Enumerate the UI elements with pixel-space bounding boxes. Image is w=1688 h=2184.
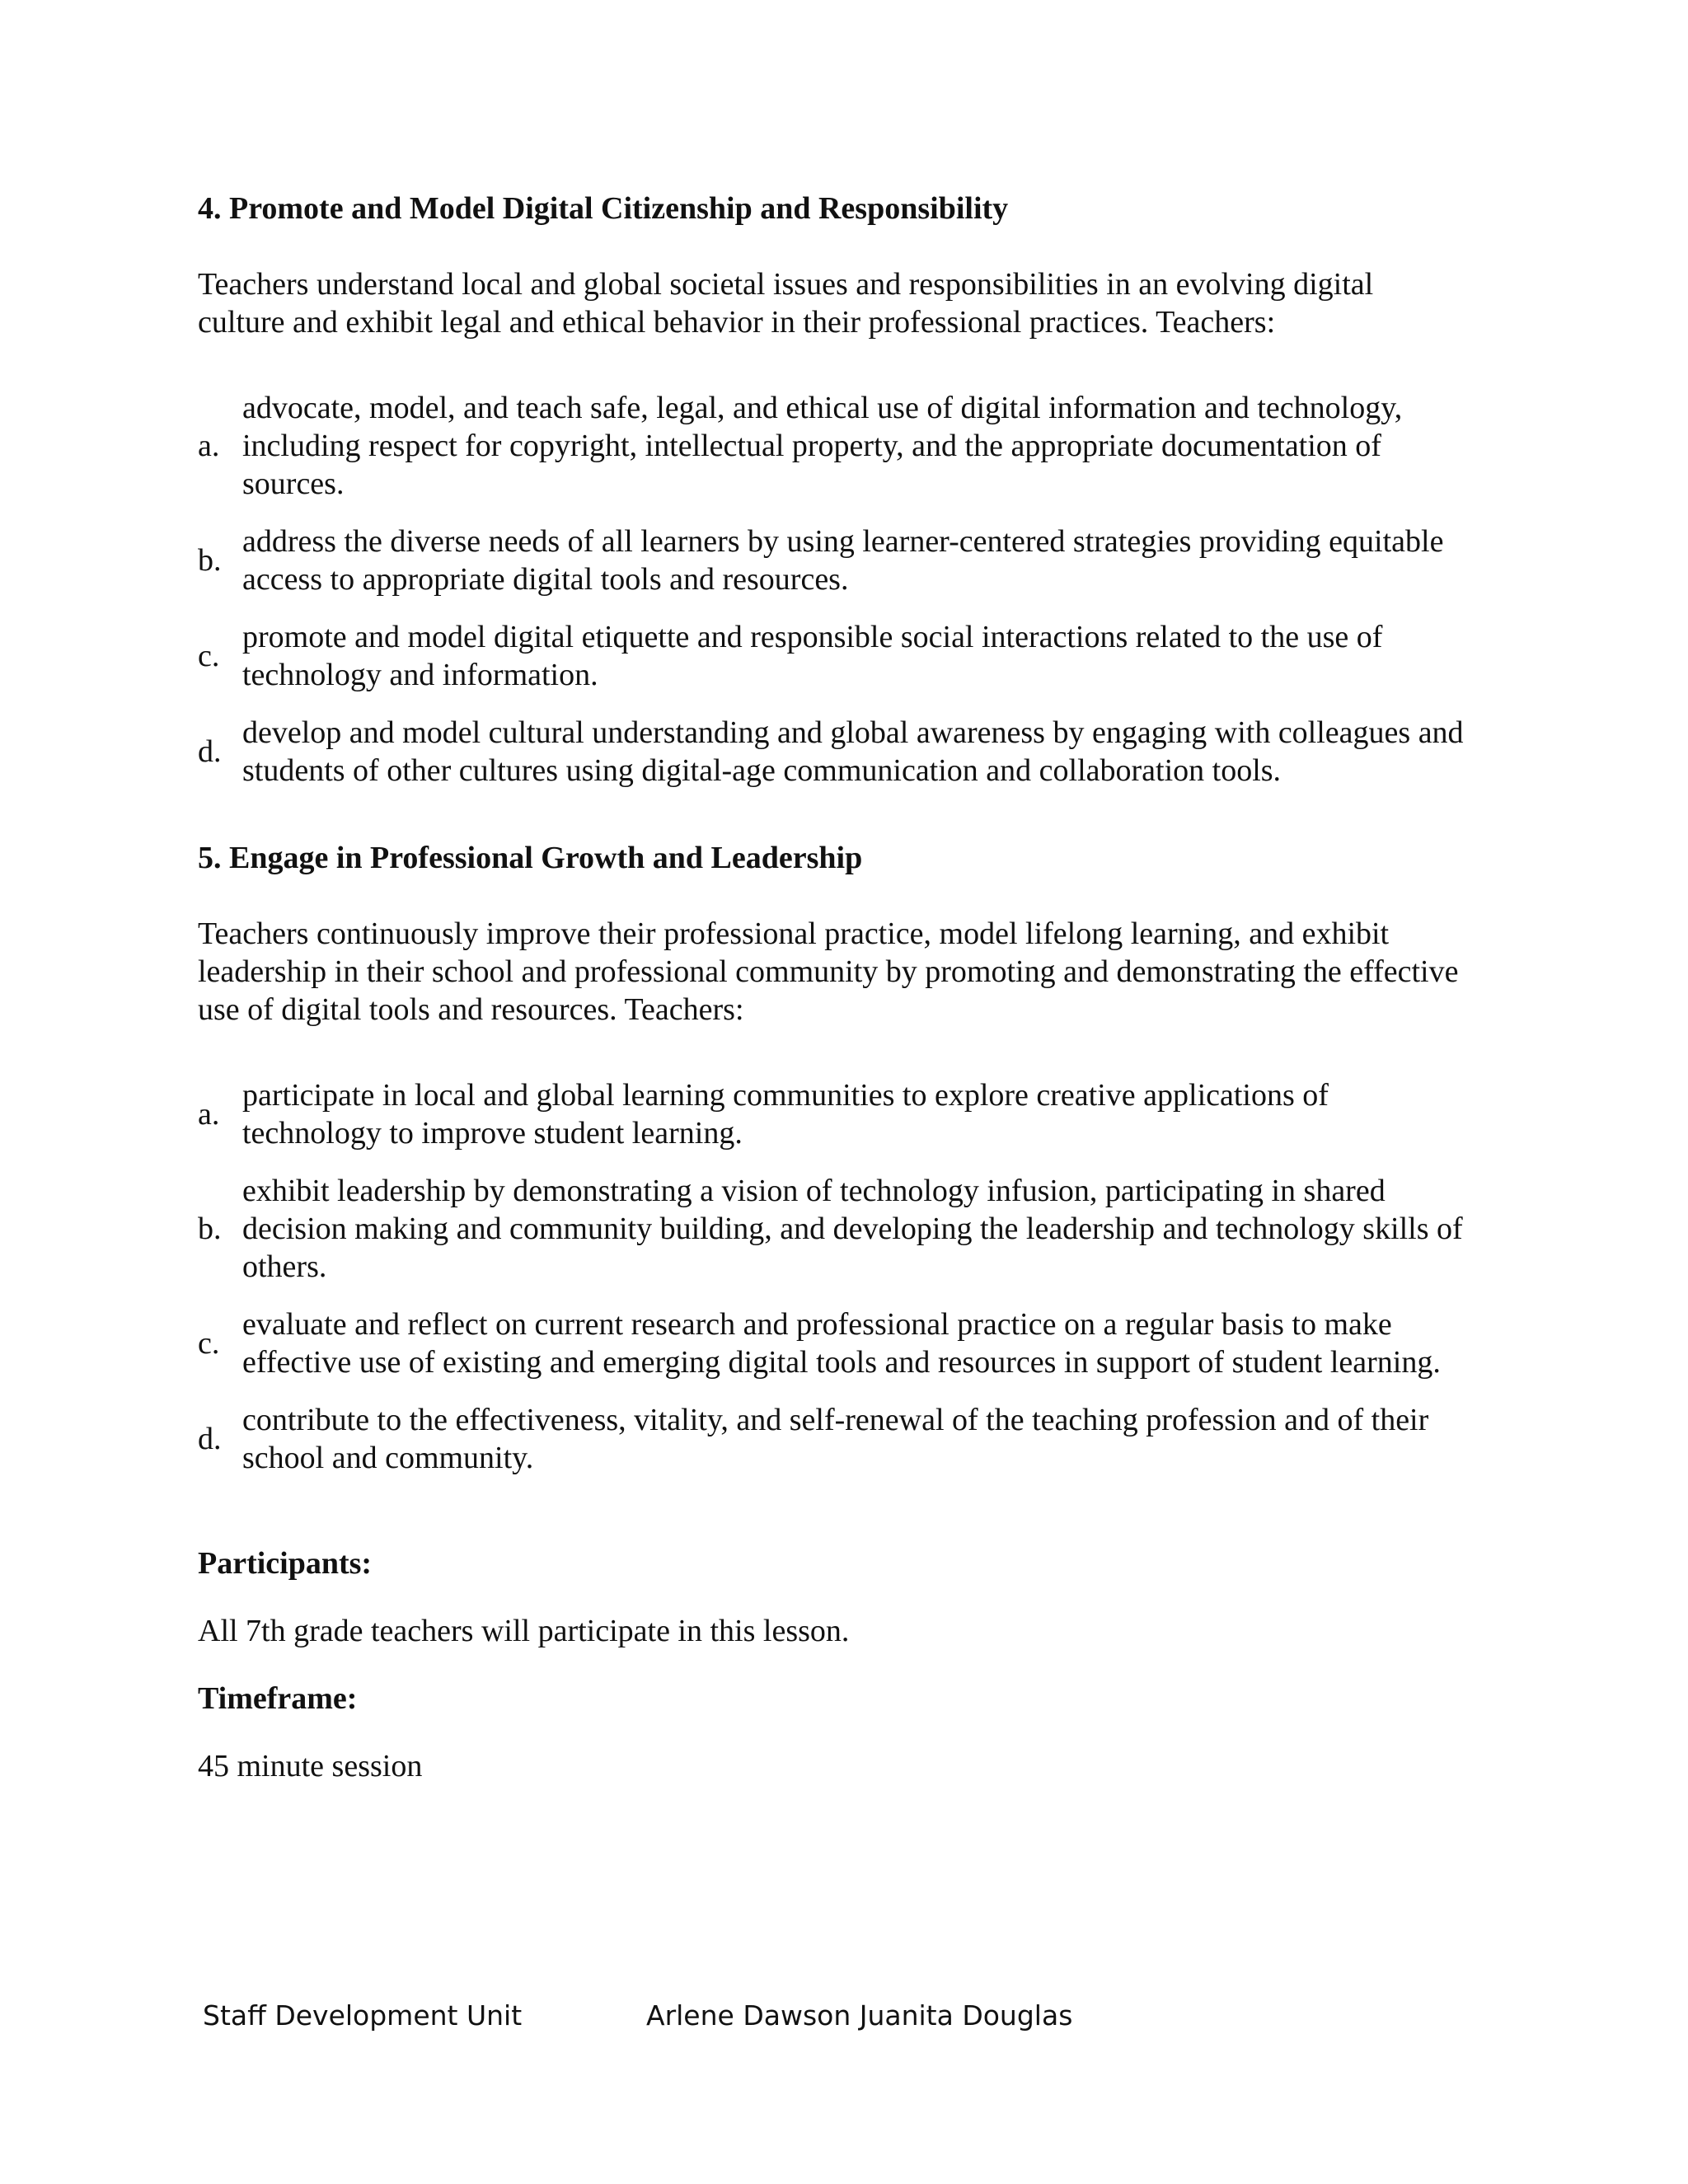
list-item-text: contribute to the effectiveness, vitality, and self-renewal of the teaching profession and of their school and community.: [242, 1403, 1429, 1475]
list-item-text: promote and model digital etiquette and responsible social interactions related to the use of technology and information.: [242, 620, 1383, 692]
list-item-text: advocate, model, and teach safe, legal, and ethical use of digital information and technology, including respect for copyright, intellectual property, and the appropriate documentation of sources.: [242, 391, 1403, 501]
list-item-letter: d.: [198, 1422, 222, 1456]
list-item-letter: b.: [198, 1212, 222, 1246]
section-5-item-d: [198, 1401, 1508, 1477]
section-5-list: [198, 1076, 1508, 1477]
list-item-letter: b.: [198, 543, 222, 578]
list-item-letter: d.: [198, 734, 222, 769]
section-4-item-a: [198, 389, 1508, 503]
section-5-item-c: [198, 1305, 1508, 1381]
participants-text: All 7th grade teachers will participate in this lesson.: [198, 1614, 850, 1648]
section-4-intro: Teachers understand local and global societal issues and responsibilities in an evolving digital culture and exhibit legal and ethical behavior in their professional practices. Teachers:: [198, 267, 1374, 340]
section-5-intro: Teachers continuously improve their professional practice, model lifelong learning, and exhibit leadership in their school and professional community by promoting and demonstrating the effective use of digital tools and resources. Teachers:: [198, 916, 1459, 1027]
participants-heading: Participants:: [198, 1546, 373, 1581]
section-4-heading: 4. Promote and Model Digital Citizenship and Responsibility: [198, 191, 1009, 226]
timeframe-text: 45 minute session: [198, 1749, 423, 1783]
list-item-text: address the diverse needs of all learners by using learner-centered strategies providing equitable access to appropriate digital tools and resources.: [242, 524, 1444, 597]
section-5-item-b: [198, 1172, 1508, 1286]
section-5-heading: 5. Engage in Professional Growth and Leadership: [198, 841, 863, 875]
section-5-item-a: [198, 1076, 1508, 1152]
list-item-text: exhibit leadership by demonstrating a vision of technology infusion, participating in shared decision making and community building, and developing the leadership and technology skills of others.: [242, 1174, 1463, 1284]
section-4-list: [198, 389, 1508, 790]
section-4-item-b: [198, 523, 1508, 598]
list-item-letter: a.: [198, 429, 220, 463]
list-item-text: evaluate and reflect on current research and professional practice on a regular basis to make effective use of existing and emerging digital tools and resources in support of student learning.: [242, 1307, 1441, 1380]
footer-left: Staff Development Unit: [203, 1999, 523, 2032]
list-item-letter: c.: [198, 639, 220, 673]
list-item-letter: a.: [198, 1097, 220, 1132]
footer-right: Arlene Dawson Juanita Douglas: [646, 1999, 1073, 2032]
section-4-item-d: [198, 714, 1508, 790]
list-item-text: develop and model cultural understanding and global awareness by engaging with colleagues and students of other cultures using digital-age communication and collaboration tools.: [242, 715, 1464, 788]
timeframe-heading: Timeframe:: [198, 1681, 358, 1716]
list-item-text: participate in local and global learning communities to explore creative applications of technology to improve student learning.: [242, 1078, 1329, 1151]
section-4-item-c: [198, 618, 1508, 694]
document-content: [198, 190, 1508, 1785]
list-item-letter: c.: [198, 1326, 220, 1361]
